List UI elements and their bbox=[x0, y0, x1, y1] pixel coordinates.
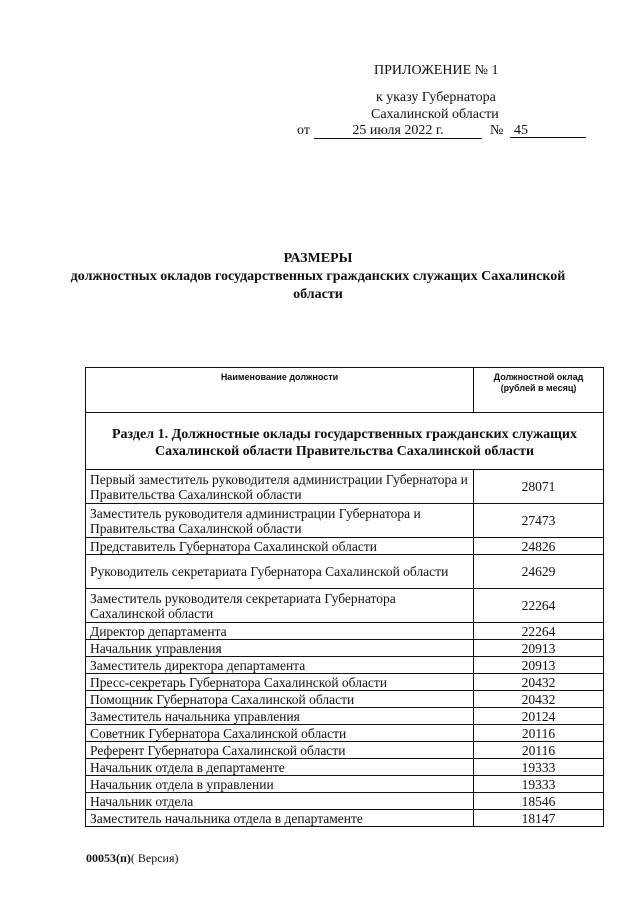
salary-value: 22264 bbox=[474, 589, 604, 623]
table-row bbox=[86, 776, 604, 793]
document-footer bbox=[86, 851, 179, 866]
position-name: Заместитель начальника управления bbox=[86, 708, 474, 725]
appendix-title: ПРИЛОЖЕНИЕ № 1 bbox=[374, 63, 499, 78]
section-row bbox=[86, 413, 604, 470]
salary-table bbox=[85, 367, 604, 827]
salary-value: 24826 bbox=[474, 538, 604, 555]
salary-value: 19333 bbox=[474, 776, 604, 793]
salary-value: 27473 bbox=[474, 504, 604, 538]
position-name: Референт Губернатора Сахалинской области bbox=[86, 742, 474, 759]
table-row bbox=[86, 555, 604, 589]
table-row bbox=[86, 538, 604, 555]
salary-value: 18546 bbox=[474, 793, 604, 810]
salary-value: 20432 bbox=[474, 674, 604, 691]
salary-value: 19333 bbox=[474, 759, 604, 776]
position-name: Директор департамента bbox=[86, 623, 474, 640]
table-row bbox=[86, 640, 604, 657]
table-row bbox=[86, 470, 604, 504]
salary-value: 28071 bbox=[474, 470, 604, 504]
position-name: Первый заместитель руководителя администрации Губернатора и Правительства Сахалинской области bbox=[86, 470, 474, 504]
position-name: Помощник Губернатора Сахалинской области bbox=[86, 691, 474, 708]
document-title: РАЗМЕРЫ bbox=[283, 251, 353, 266]
position-name: Пресс-секретарь Губернатора Сахалинской области bbox=[86, 674, 474, 691]
salary-value: 22264 bbox=[474, 623, 604, 640]
position-name: Руководитель секретариата Губернатора Сахалинской области bbox=[86, 555, 474, 589]
salary-value: 20116 bbox=[474, 725, 604, 742]
position-name: Советник Губернатора Сахалинской области bbox=[86, 725, 474, 742]
salary-value: 20432 bbox=[474, 691, 604, 708]
document-code: 00053(п) bbox=[86, 851, 131, 865]
position-name: Заместитель директора департамента bbox=[86, 657, 474, 674]
number-label: № bbox=[490, 123, 504, 138]
position-name: Заместитель руководителя секретариата Губернатора Сахалинской области bbox=[86, 589, 474, 623]
table-row bbox=[86, 589, 604, 623]
position-name: Заместитель руководителя администрации Губернатора и Правительства Сахалинской области bbox=[86, 504, 474, 538]
salary-value: 24629 bbox=[474, 555, 604, 589]
table-row bbox=[86, 759, 604, 776]
decree-date: 25 июля 2022 г. bbox=[314, 122, 482, 139]
region-name: Сахалинской области bbox=[371, 107, 499, 122]
table-row bbox=[86, 742, 604, 759]
position-name: Начальник отдела в управлении bbox=[86, 776, 474, 793]
column-header-position: Наименование должности bbox=[86, 368, 474, 413]
position-name: Представитель Губернатора Сахалинской области bbox=[86, 538, 474, 555]
document-subtitle: должностных окладов государственных гражданских служащих Сахалинской области bbox=[70, 269, 566, 302]
document-version: ( Версия) bbox=[130, 851, 179, 865]
salary-value: 20124 bbox=[474, 708, 604, 725]
column-header-salary: Должностной оклад (рублей в месяц) bbox=[474, 368, 604, 413]
table-row bbox=[86, 725, 604, 742]
table-row bbox=[86, 674, 604, 691]
position-name: Заместитель начальника отдела в департаменте bbox=[86, 810, 474, 827]
decree-date-row bbox=[290, 122, 590, 140]
table-header-row bbox=[86, 368, 604, 413]
table-row bbox=[86, 504, 604, 538]
table-row bbox=[86, 708, 604, 725]
section-heading: Раздел 1. Должностные оклады государственных гражданских служащих Сахалинской области Правительства Сахалинской области bbox=[86, 413, 604, 470]
position-name: Начальник отдела bbox=[86, 793, 474, 810]
decree-reference: к указу Губернатора bbox=[376, 90, 496, 105]
table-row bbox=[86, 691, 604, 708]
salary-value: 20913 bbox=[474, 640, 604, 657]
decree-number: 45 bbox=[510, 122, 586, 138]
from-label: от bbox=[297, 123, 310, 138]
table-row bbox=[86, 657, 604, 674]
table-row bbox=[86, 793, 604, 810]
table-row bbox=[86, 810, 604, 827]
position-name: Начальник управления bbox=[86, 640, 474, 657]
salary-value: 20913 bbox=[474, 657, 604, 674]
salary-value: 20116 bbox=[474, 742, 604, 759]
salary-value: 18147 bbox=[474, 810, 604, 827]
position-name: Начальник отдела в департаменте bbox=[86, 759, 474, 776]
table-row bbox=[86, 623, 604, 640]
